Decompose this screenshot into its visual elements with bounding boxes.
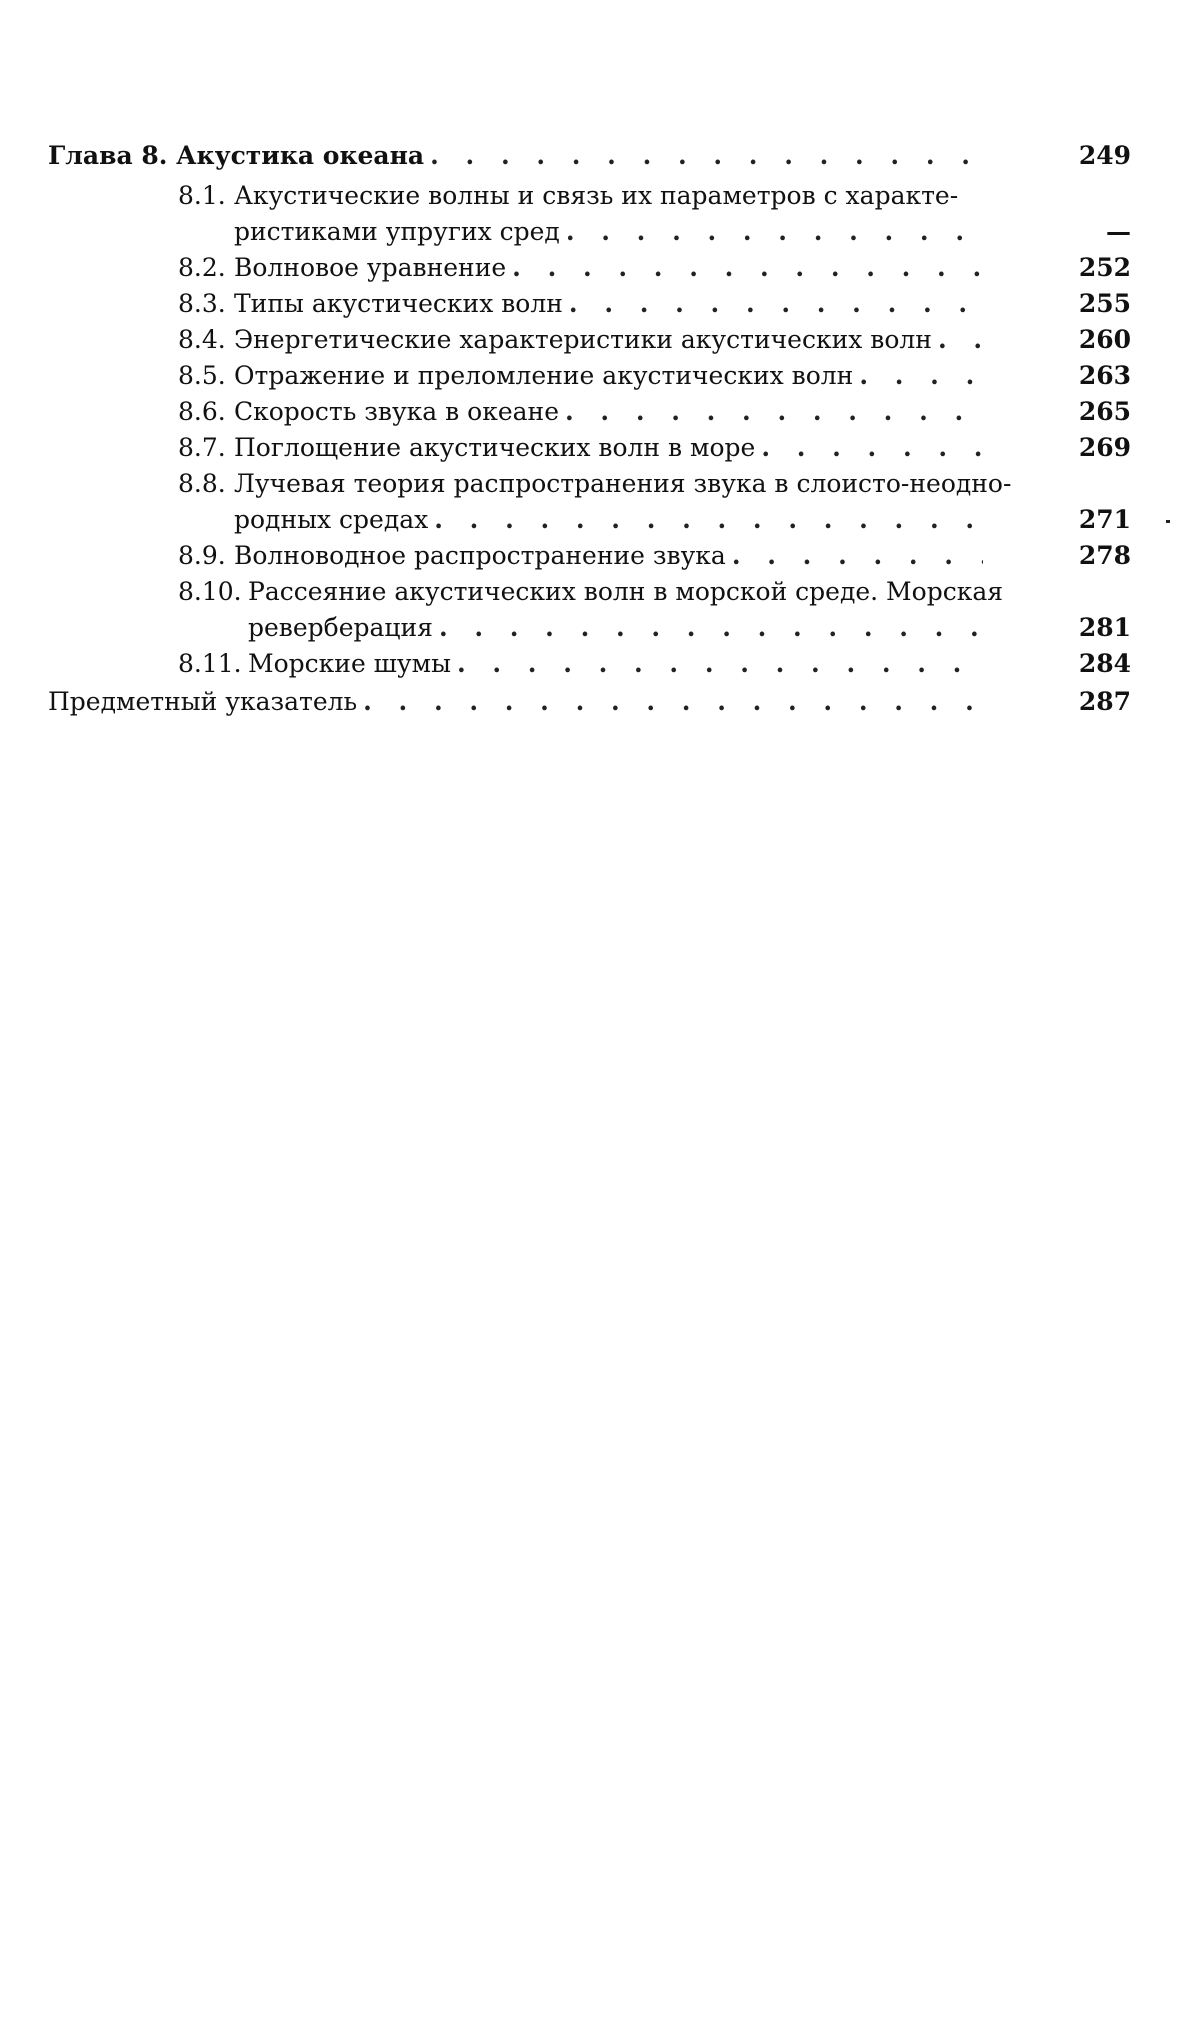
section-number: 8.7. [178,433,226,462]
section-title-line: Рассеяние акустических волн в морской среде. Морская [248,577,1004,606]
toc-section-8-8 [178,466,1143,538]
section-page-number: 252 [1078,253,1131,282]
toc-chapter-entry [48,138,1143,174]
section-title-line: Акустические волны и связь их параметров с характе- [234,181,959,210]
dot-leader [566,214,983,250]
section-number: 8.11. [178,649,242,678]
toc-index-entry [48,684,1143,720]
chapter-page-number: 249 [1078,141,1131,170]
toc-section-8-4 [178,322,1143,358]
section-title-last-line: реверберация [248,613,433,642]
section-page-number: 269 [1078,433,1131,462]
section-page-number: 263 [1078,361,1131,390]
section-title: Поглощение акустических волн в море [234,433,756,462]
table-of-contents [48,138,1143,720]
section-page-number: — [1106,217,1131,246]
section-number: 8.6. [178,397,226,426]
toc-section-8-3 [178,286,1143,322]
section-title: Типы акустических волн [234,289,563,318]
scan-speck [1166,520,1170,523]
section-title: Волноводное распространение звука [234,541,726,570]
section-title: Отражение и преломление акустических волн [234,361,854,390]
toc-section-8-5 [178,358,1143,394]
toc-section-8-6 [178,394,1143,430]
section-number: 8.5. [178,361,226,390]
section-number: 8.1. [178,181,226,210]
dot-leader [434,502,983,538]
dot-leader [430,138,983,174]
section-title: Морские шумы [248,649,451,678]
section-title-line: Лучевая теория распространения звука в слоисто-неодно- [234,469,1012,498]
dot-leader [761,430,983,466]
section-title: Энергетические характеристики акустических волн [234,325,932,354]
dot-leader [565,394,983,430]
dot-leader [859,358,983,394]
section-number: 8.8. [178,469,226,498]
toc-section-8-10 [178,574,1143,646]
index-title: Предметный указатель [48,687,358,716]
dot-leader [569,286,983,322]
section-title-last-line: ристиками упругих сред [234,217,560,246]
section-number: 8.2. [178,253,226,282]
dot-leader [732,538,983,574]
section-number: 8.9. [178,541,226,570]
dot-leader [938,322,983,358]
dot-leader [512,250,983,286]
toc-section-8-2 [178,250,1143,286]
dot-leader [363,684,983,720]
toc-section-8-1 [178,178,1143,250]
section-page-number: 278 [1078,541,1131,570]
section-number: 8.10. [178,577,242,606]
section-number: 8.3. [178,289,226,318]
dot-leader [439,610,983,646]
section-number: 8.4. [178,325,226,354]
section-title: Волновое уравнение [234,253,507,282]
section-page-number: 271 [1078,505,1131,534]
chapter-title: Глава 8. Акустика океана [48,141,425,170]
section-title-last-line: родных средах [234,505,429,534]
section-page-number: 260 [1078,325,1131,354]
toc-section-8-7 [178,430,1143,466]
section-title: Скорость звука в океане [234,397,559,426]
index-page-number: 287 [1078,687,1131,716]
section-page-number: 284 [1078,649,1131,678]
section-page-number: 265 [1078,397,1131,426]
section-page-number: 281 [1078,613,1131,642]
toc-section-8-9 [178,538,1143,574]
toc-section-8-11 [178,646,1143,682]
dot-leader [457,646,983,682]
section-page-number: 255 [1078,289,1131,318]
